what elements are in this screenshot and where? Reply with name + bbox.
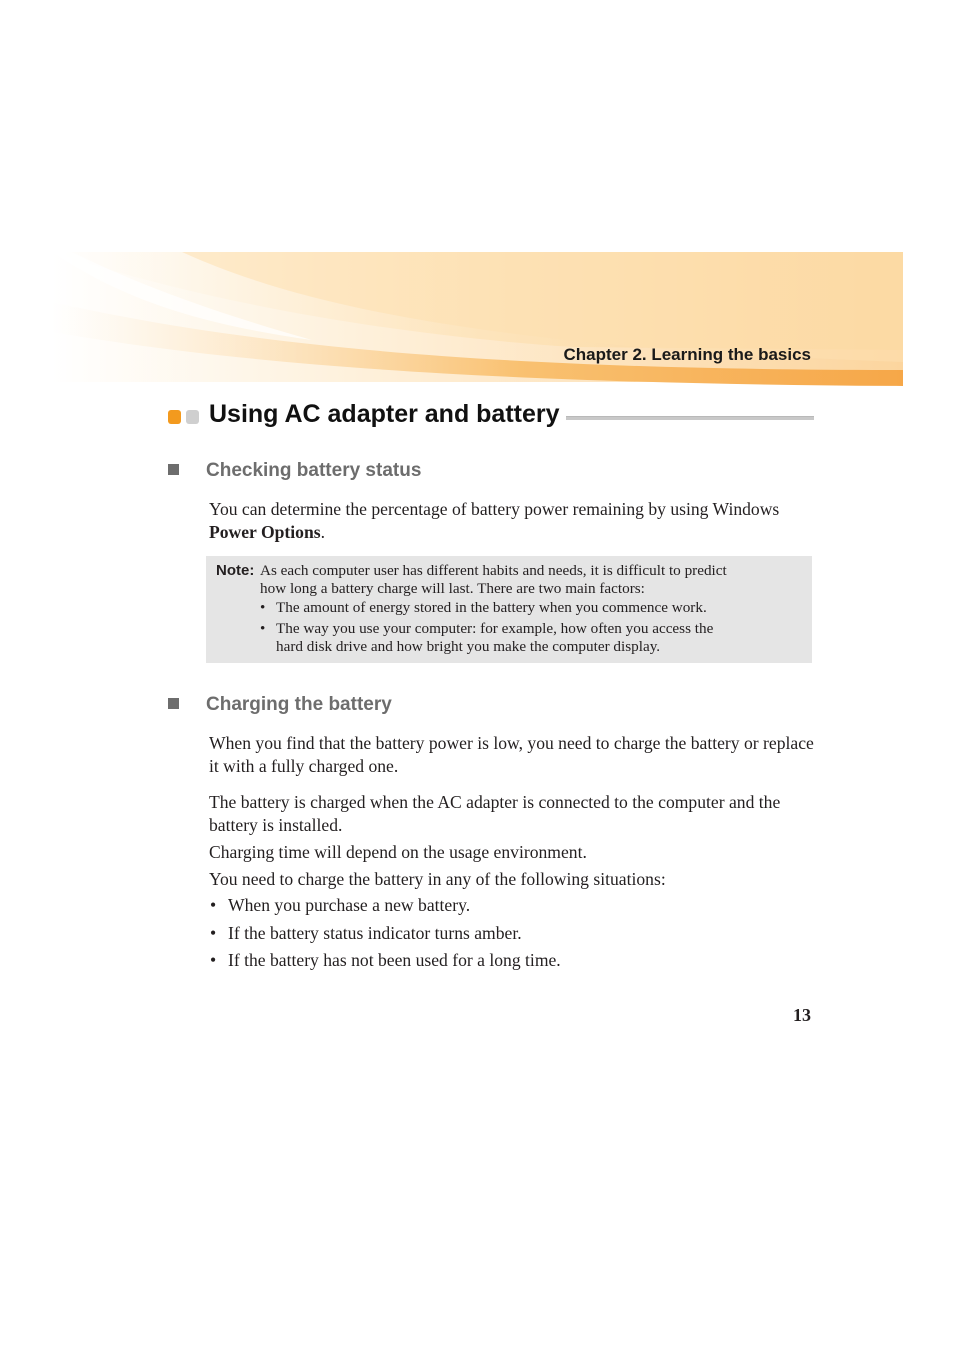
paragraph-text: You can determine the percentage of battery power remaining by using Windows [209,499,780,519]
note-bullet-text: The way you use your computer: for example, how often you access the [276,620,714,637]
bullet-icon: • [210,950,217,970]
note-label: Note: [216,562,255,579]
note-text-line: how long a battery charge will last. There are two main factors: [260,580,645,597]
grey-bullet-icon [186,410,199,424]
chapter-title: Chapter 2. Learning the basics [563,345,811,364]
note-text-line: As each computer user has different habits and needs, it is difficult to predict [260,562,727,579]
paragraph: When you find that the battery power is low, you need to charge the battery or replace it with a fully charged one. [209,733,814,776]
note-bullet-continuation: hard disk drive and how bright you make the computer display. [276,638,661,655]
power-options-label: Power Options [209,522,321,542]
paragraph: Charging time will depend on the usage environment. [209,842,587,862]
paragraph: You need to charge the battery in any of the following situations: [209,869,666,889]
list-item-text: If the battery status indicator turns amber. [228,923,522,943]
section-title: Using AC adapter and battery [209,400,560,428]
bullet-icon: • [260,620,266,637]
orange-bullet-icon [168,410,181,424]
list-item [210,923,522,944]
section-heading [168,400,814,434]
subheading-charging [168,694,392,716]
square-bullet-icon [168,464,179,475]
bullet-icon: • [210,923,217,943]
chapter-banner [52,252,903,386]
list-item [210,950,561,971]
page-number: 13 [793,1005,811,1025]
note-bullet [260,619,713,638]
subheading-label: Checking battery status [206,460,422,481]
list-item-text: When you purchase a new battery. [228,895,471,915]
note-bullet [260,598,707,617]
paragraph: The battery is charged when the AC adapter is connected to the computer and the battery is installed. [209,792,781,835]
heading-rule [566,416,814,420]
note-bullet-text: The amount of energy stored in the battery when you commence work. [276,599,707,616]
subheading-checking [168,460,421,482]
list-item [210,895,470,916]
list-item-text: If the battery has not been used for a long time. [228,950,561,970]
paragraph-checking [209,498,814,544]
subheading-label: Charging the battery [206,694,392,715]
bullet-icon: • [210,895,217,915]
note-box [206,556,812,663]
paragraph-punct: . [320,522,325,542]
bullet-icon: • [260,599,266,616]
square-bullet-icon [168,698,179,709]
